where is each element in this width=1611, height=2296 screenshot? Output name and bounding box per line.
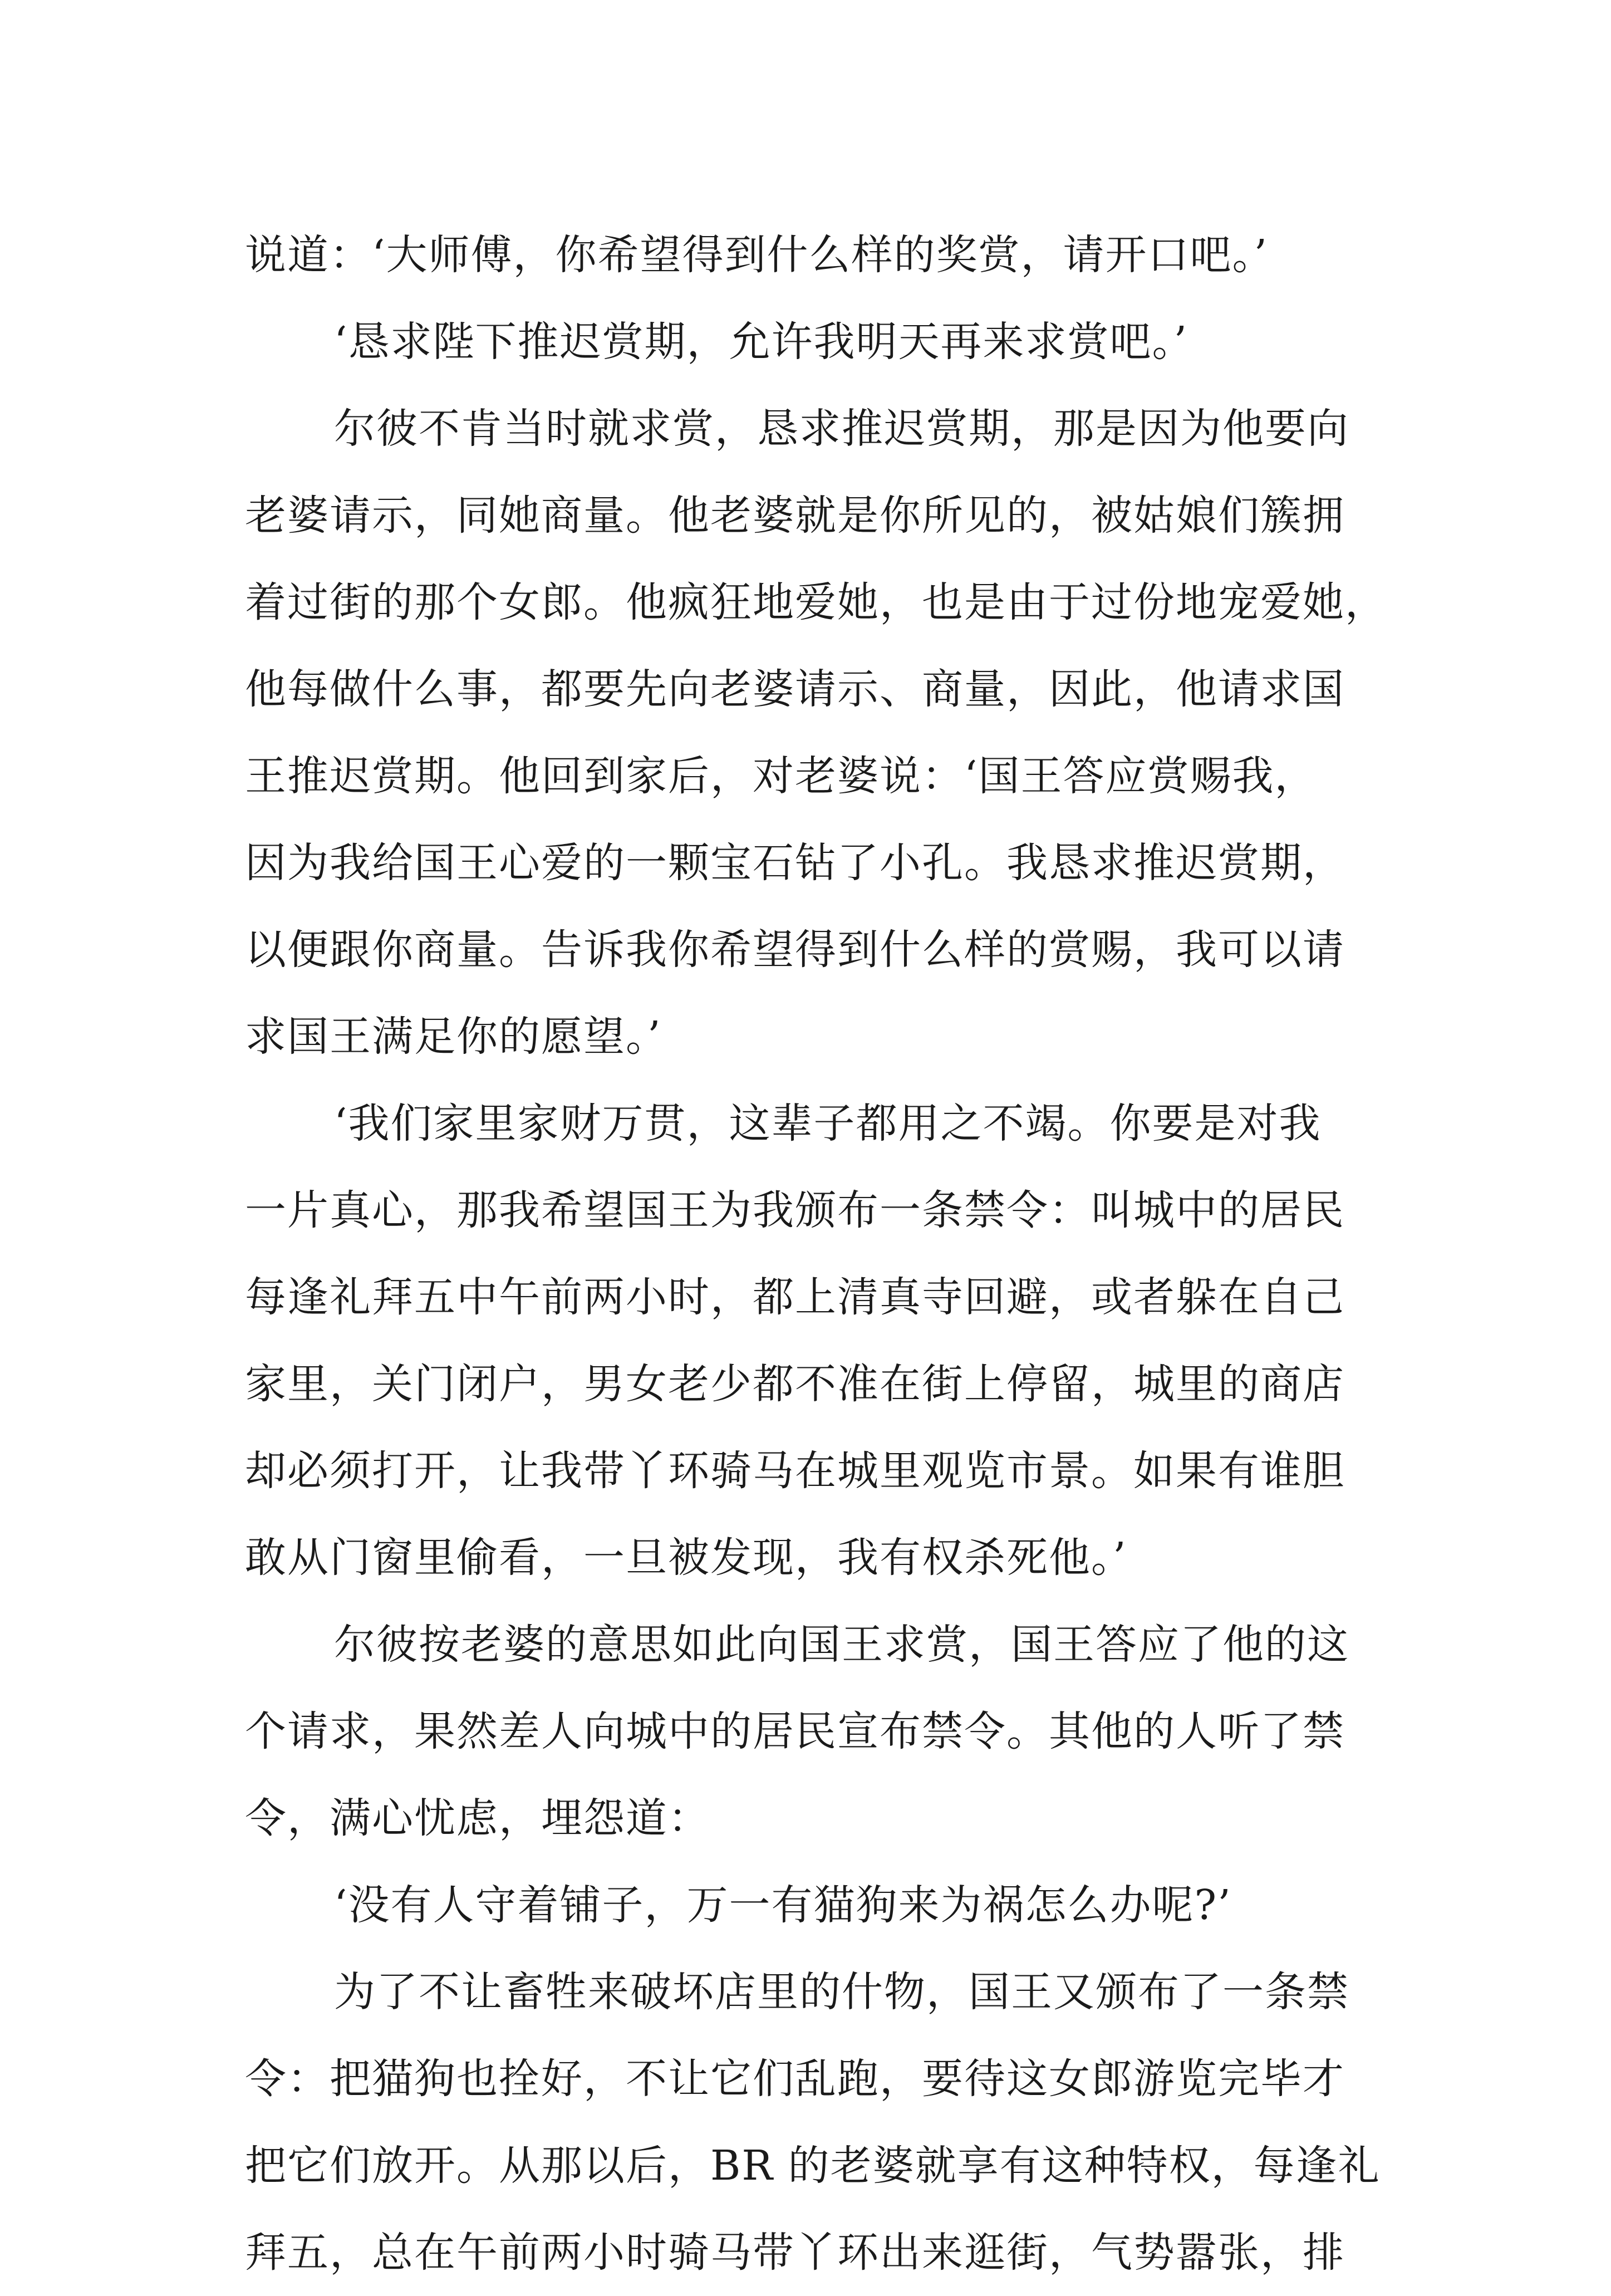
text-line: 每逢礼拜五中午前两小时，都上清真寺回避，或者躲在自己 (245, 1273, 1345, 1321)
text-line: 他每做什么事，都要先向老婆请示、商量，因此，他请求国 (245, 665, 1345, 713)
text-line: ‘我们家里家财万贯，这辈子都用之不竭。你要是对我 (334, 1100, 1322, 1147)
text-line: 为了不让畜牲来破坏店里的什物，国王又颁布了一条禁 (334, 1968, 1349, 2016)
text-line: 王推迟赏期。他回到家后，对老婆说：‘国王答应赏赐我， (245, 752, 1317, 800)
text-line: 令，满心忧虑，埋怨道： (245, 1794, 710, 1842)
text-line: 一片真心，那我希望国王为我颁布一条禁令：叫城中的居民 (245, 1186, 1345, 1234)
text-line: 求国王满足你的愿望。’ (245, 1013, 662, 1061)
text-line: 拜五，总在午前两小时骑马带丫环出来逛街，气势嚣张，排 (245, 2229, 1345, 2277)
text-line: 说道：‘大师傅，你希望得到什么样的奖赏，请开口吧。’ (245, 231, 1269, 279)
text-line: 尔彼不肯当时就求赏，恳求推迟赏期，那是因为他要向 (334, 405, 1349, 453)
text-line: 以便跟你商量。告诉我你希望得到什么样的赏赐，我可以请 (245, 926, 1345, 974)
text-line: 敢从门窗里偷看，一旦被发现，我有权杀死他。’ (245, 1534, 1127, 1582)
text-line: 却必须打开，让我带丫环骑马在城里观览市景。如果有谁胆 (245, 1447, 1345, 1495)
text-line: 老婆请示，同她商量。他老婆就是你所见的，被姑娘们簇拥 (245, 492, 1345, 539)
text-line: ‘没有人守着铺子，万一有猫狗来为祸怎么办呢?’ (334, 1881, 1232, 1929)
text-line: 着过街的那个女郎。他疯狂地爱她，也是由于过份地宠爱她， (245, 578, 1387, 626)
text-line: 个请求，果然差人向城中的居民宣布禁令。其他的人听了禁 (245, 1708, 1345, 1755)
text-line: 令：把猫狗也拴好，不让它们乱跑，要待这女郎游览完毕才 (245, 2055, 1345, 2103)
text-line: 尔彼按老婆的意思如此向国王求赏，国王答应了他的这 (334, 1621, 1349, 1669)
text-line: 家里，关门闭户，男女老少都不准在街上停留，城里的商店 (245, 1360, 1345, 1408)
text-line: 把它们放开。从那以后，BR 的老婆就享有这种特权，每逢礼 (245, 2142, 1381, 2190)
body-text (245, 212, 1386, 2296)
text-line: ‘恳求陛下推迟赏期，允许我明天再来求赏吧。’ (334, 318, 1188, 366)
text-line: 因为我给国王心爱的一颗宝石钻了小孔。我恳求推迟赏期， (245, 839, 1345, 887)
